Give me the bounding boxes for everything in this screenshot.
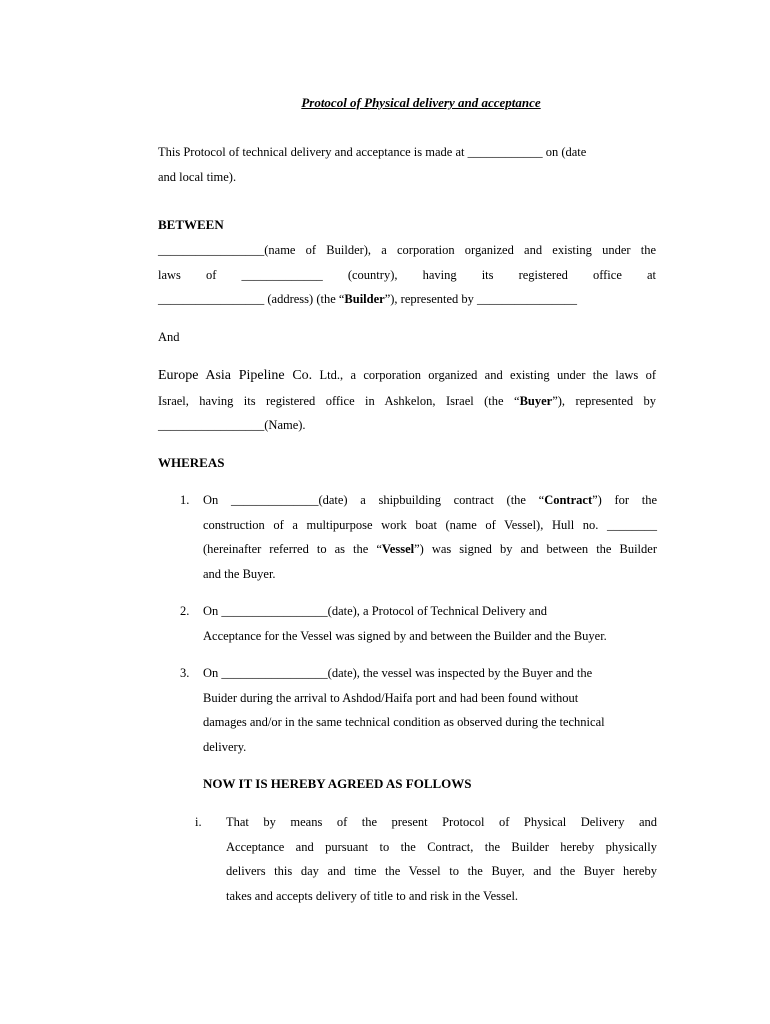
whereas-item-number: 2. [180,604,190,618]
document-title: Protocol of Physical delivery and acceptance [301,95,541,110]
buyer-paragraph [158,363,656,438]
vessel-defined-term: Vessel [381,542,415,556]
agreed-heading: NOW IT IS HEREBY AGREED AS FOLLOWS [203,776,472,791]
builder-line-1: _________________(name of Builder), a corporation organized and existing under the [158,243,656,257]
builder-paragraph [158,238,656,312]
buyer-line-3: _________________(Name). [158,418,306,432]
agreed-item-number: i. [195,815,202,829]
whereas-item-number: 1. [180,493,190,507]
buyer-line-2: Israel, having its registered office in Ashkelon, Israel (the “Buyer”), represented by [158,393,656,408]
intro-line-2: and local time). [158,169,237,184]
whereas-item-1: On ______________(date) a shipbuilding contract (the “Contract”) for the construction of a multipurpose work boat (name of Vessel), Hull no. ________ (hereinafter referred to as the “Vessel”) was signed by and between the Builder and the Buyer. [203,493,657,581]
whereas-item-3: On _________________(date), the vessel was inspected by the Buyer and the Buider during the arrival to Ashdod/Haifa port and had been found without damages and/or in the same technical condition as observed during the technical delivery. [203,666,605,754]
agreed-item-i: That by means of the present Protocol of Physical Delivery and Acceptance and pursuant to the Contract, the Builder hereby physically delivers this day and time the Vessel to the Buyer, and the Buyer hereby takes and accepts delivery of title to and risk in the Vessel. [226,815,657,903]
builder-defined-term: Builder [344,292,385,306]
builder-line-2: laws of _____________ (country), having its registered office at [158,267,656,282]
whereas-item-number: 3. [180,666,190,680]
whereas-item-2: On _________________(date), a Protocol of Technical Delivery and Acceptance for the Vessel was signed by and between the Builder and the Buyer. [203,604,607,643]
buyer-line-1: Europe Asia Pipeline Co. Ltd., a corporation organized and existing under the laws of [158,368,657,383]
between-heading: BETWEEN [158,217,224,232]
builder-line-3: _________________ (address) (the “Builder”), represented by ________________ [158,292,578,306]
buyer-defined-term: Buyer [519,393,553,408]
contract-defined-term: Contract [544,493,593,507]
and-label: And [158,330,180,344]
buyer-company-name: Europe Asia Pipeline Co. [158,368,313,383]
whereas-heading: WHEREAS [158,455,225,470]
intro-line-1: This Protocol of technical delivery and acceptance is made at ____________ on (date [158,145,587,159]
intro-paragraph [158,140,656,189]
